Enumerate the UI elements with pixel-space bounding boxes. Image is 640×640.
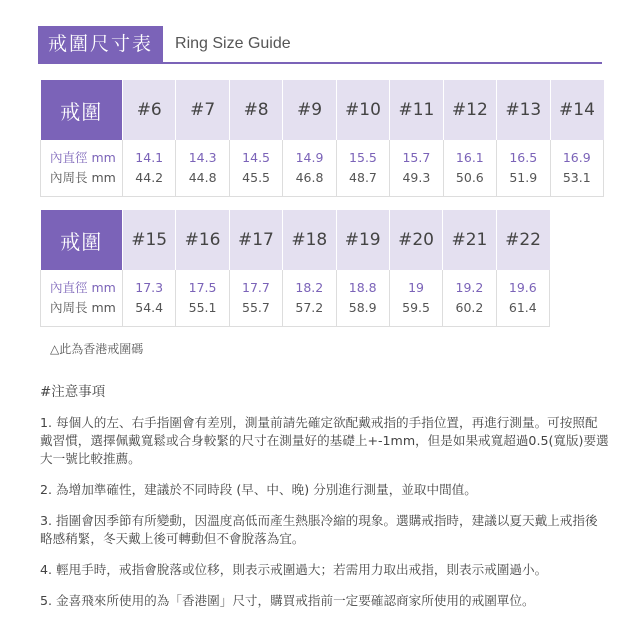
notice-list [40, 414, 610, 623]
size-measurement [496, 270, 549, 327]
size-label: #15 [123, 210, 176, 270]
circumference-value: 49.3 [402, 170, 431, 185]
diameter-value: 17.5 [188, 280, 217, 295]
size-measurement [550, 140, 604, 197]
notice-item: 1. 每個人的左、右手指圍會有差別，測量前請先確定欲配戴戒指的手指位置，再進行測量。可按照配戴習慣，選擇佩戴寬鬆或合身較緊的尺寸在測量好的基礎上+-1mm，但是如果戒寬超過0.5(寬版)要選大一號比較推薦。 [40, 415, 609, 466]
size-measurement [176, 270, 229, 327]
page-title: 戒圍尺寸表 [38, 26, 163, 62]
circumference-value: 55.7 [242, 300, 270, 315]
size-measurement [336, 270, 389, 327]
size-label: #14 [550, 80, 604, 140]
circumference-value: 60.2 [455, 300, 484, 315]
circumference-value: 55.1 [188, 300, 217, 315]
size-label: #11 [390, 80, 443, 140]
circumference-value: 54.4 [135, 300, 164, 315]
measurement-labels [41, 140, 123, 197]
size-label: #13 [497, 80, 550, 140]
circumference-value: 45.5 [242, 170, 271, 185]
size-measurement [229, 140, 282, 197]
diameter-value: 14.9 [295, 150, 324, 165]
measurement-row [41, 270, 550, 327]
circumference-value: 50.6 [455, 170, 484, 185]
diameter-value: 16.9 [562, 150, 591, 165]
circumference-value: 44.8 [188, 170, 217, 185]
size-system-note: △此為香港戒圍碼 [50, 342, 144, 356]
size-label: #6 [123, 80, 176, 140]
size-label: #10 [336, 80, 389, 140]
diameter-label: 內直徑 mm [50, 280, 116, 295]
ring-size-label: 戒圍 [41, 80, 123, 140]
notice-item: 4. 輕甩手時，戒指會脫落或位移，則表示戒圍過大；若需用力取出戒指，則表示戒圍過小。 [40, 562, 548, 577]
diameter-value: 18.2 [295, 280, 324, 295]
circumference-value: 48.7 [349, 170, 377, 185]
size-measurement [497, 140, 550, 197]
diameter-value: 16.5 [509, 150, 538, 165]
size-label: #17 [229, 210, 282, 270]
measurement-labels [41, 270, 123, 327]
size-measurement [443, 270, 496, 327]
diameter-value: 15.7 [402, 150, 431, 165]
circumference-value: 51.9 [509, 170, 538, 185]
diameter-value: 19.6 [508, 280, 537, 295]
diameter-label: 內直徑 mm [50, 150, 116, 165]
size-label: #16 [176, 210, 229, 270]
size-table-2 [40, 210, 550, 327]
size-table-1 [40, 80, 604, 197]
circumference-label: 內周長 mm [50, 170, 116, 185]
title-divider [38, 62, 602, 64]
size-label: #12 [443, 80, 496, 140]
circumference-value: 59.5 [402, 300, 430, 315]
size-measurement [176, 140, 229, 197]
ring-size-label: 戒圍 [41, 210, 123, 270]
circumference-value: 61.4 [508, 300, 537, 315]
circumference-label: 內周長 mm [50, 300, 116, 315]
size-measurement [123, 270, 176, 327]
diameter-value: 19 [408, 280, 425, 295]
size-measurement [229, 270, 282, 327]
size-label: #19 [336, 210, 389, 270]
diameter-value: 14.1 [135, 150, 164, 165]
diameter-value: 18.8 [348, 280, 377, 295]
notice-item: 3. 指圍會因季節有所變動，因溫度高低而產生熱脹冷縮的現象。選購戒指時，建議以夏天戴上戒指後略感稍緊，冬天戴上後可轉動但不會脫落為宜。 [40, 513, 598, 546]
diameter-value: 14.3 [188, 150, 217, 165]
diameter-value: 16.1 [455, 150, 484, 165]
size-measurement [283, 270, 336, 327]
diameter-value: 14.5 [242, 150, 271, 165]
size-measurement [283, 140, 336, 197]
measurement-row [41, 140, 604, 197]
size-measurement [123, 140, 176, 197]
diameter-value: 15.5 [349, 150, 377, 165]
page-subtitle: Ring Size Guide [175, 35, 291, 52]
size-header-row [41, 80, 604, 140]
page-header [38, 26, 291, 62]
size-label: #7 [176, 80, 229, 140]
size-label: #18 [283, 210, 336, 270]
circumference-value: 46.8 [295, 170, 324, 185]
diameter-value: 17.3 [135, 280, 164, 295]
circumference-value: 44.2 [135, 170, 164, 185]
size-label: #20 [389, 210, 442, 270]
size-measurement [443, 140, 496, 197]
size-header-row [41, 210, 550, 270]
notice-heading: #注意事項 [40, 384, 106, 400]
circumference-value: 53.1 [562, 170, 591, 185]
size-label: #9 [283, 80, 336, 140]
size-label: #22 [496, 210, 549, 270]
notice-item: 2. 為增加準確性，建議於不同時段 (早、中、晚) 分別進行測量，並取中間值。 [40, 482, 477, 497]
circumference-value: 57.2 [295, 300, 324, 315]
notice-item: 5. 金喜飛來所使用的為「香港圍」尺寸，購買戒指前一定要確認商家所使用的戒圍單位。 [40, 593, 535, 608]
size-measurement [390, 140, 443, 197]
diameter-value: 19.2 [455, 280, 484, 295]
circumference-value: 58.9 [348, 300, 377, 315]
diameter-value: 17.7 [242, 280, 270, 295]
size-label: #21 [443, 210, 496, 270]
size-label: #8 [229, 80, 282, 140]
size-measurement [336, 140, 389, 197]
size-measurement [389, 270, 442, 327]
